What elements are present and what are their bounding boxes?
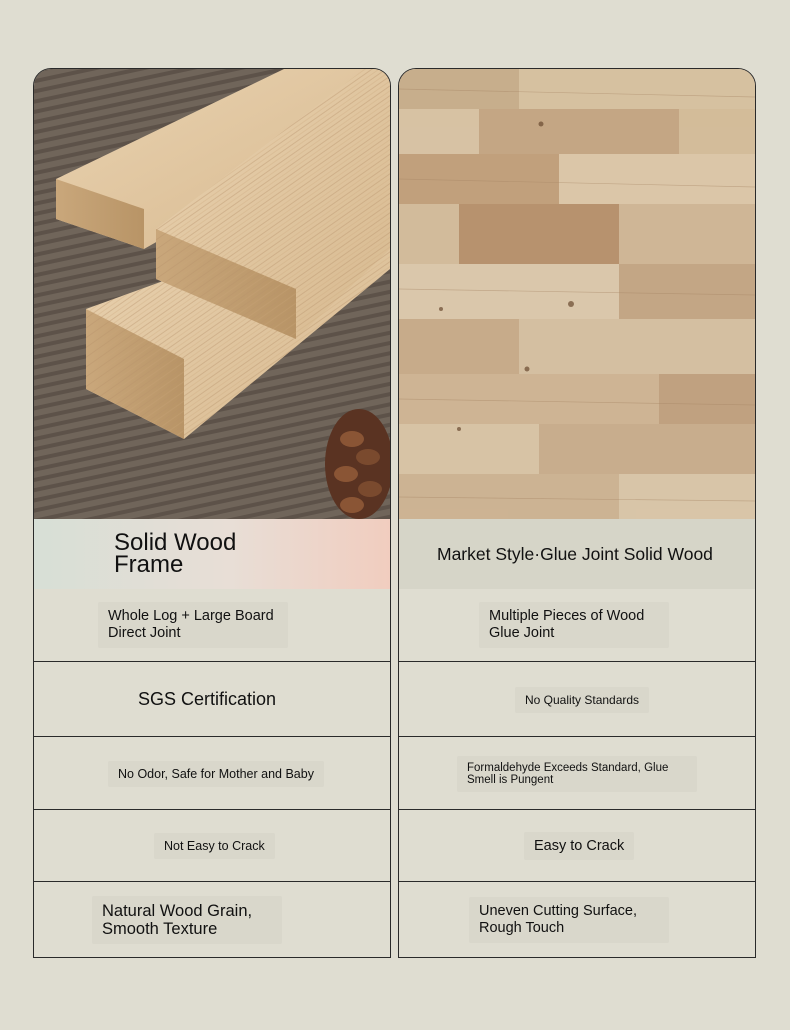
comparison-row — [34, 881, 390, 958]
comparison-row — [399, 736, 755, 810]
solid-wood-photo — [34, 69, 390, 519]
row-text: Uneven Cutting Surface, Rough Touch — [469, 897, 669, 943]
row-text: Whole Log + Large Board Direct Joint — [98, 602, 288, 648]
solid-wood-header — [34, 519, 390, 589]
comparison-row — [399, 881, 755, 958]
glue-joint-column — [398, 68, 756, 958]
row-text: No Quality Standards — [515, 687, 649, 713]
comparison-row — [399, 589, 755, 661]
solid-wood-title: Solid Wood Frame — [114, 529, 237, 578]
row-text: Formaldehyde Exceeds Standard, Glue Smell is Pungent — [457, 756, 697, 792]
comparison-row — [34, 809, 390, 882]
row-text: Natural Wood Grain, Smooth Texture — [92, 896, 282, 944]
comparison-row — [34, 736, 390, 810]
comparison-row — [399, 809, 755, 882]
comparison-row — [34, 589, 390, 661]
row-text: Not Easy to Crack — [154, 833, 275, 859]
solid-wood-column — [33, 68, 391, 958]
glue-joint-title: Market Style·Glue Joint Solid Wood — [437, 543, 713, 564]
comparison-row — [34, 661, 390, 737]
glue-joint-photo — [399, 69, 755, 519]
glue-joint-header — [399, 519, 755, 589]
row-text: Multiple Pieces of Wood Glue Joint — [479, 602, 669, 648]
row-text: SGS Certification — [138, 689, 277, 709]
comparison-row — [399, 661, 755, 737]
row-text: Easy to Crack — [524, 832, 634, 860]
row-text: No Odor, Safe for Mother and Baby — [108, 761, 324, 787]
